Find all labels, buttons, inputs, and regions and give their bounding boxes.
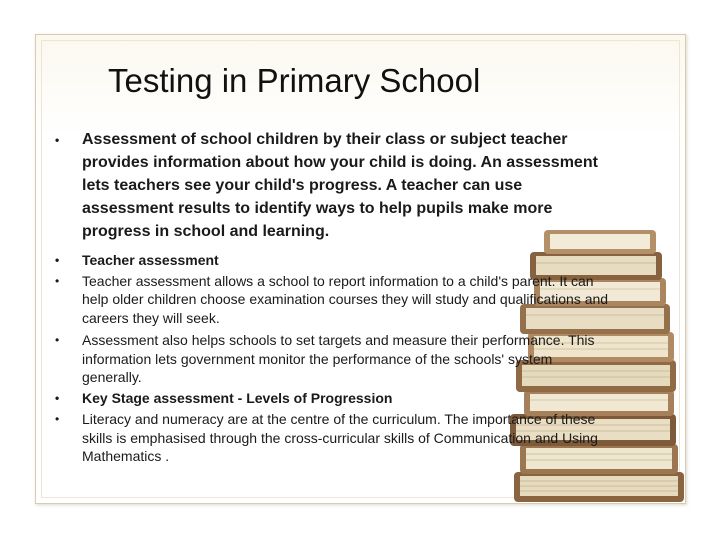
bullet-item — [55, 128, 615, 243]
bullet-icon: • — [55, 273, 60, 288]
bullet-item — [55, 251, 615, 270]
bullet-item — [55, 389, 615, 408]
bullet-item — [55, 331, 615, 387]
bullet-icon: • — [55, 412, 60, 426]
bullet-icon: • — [55, 253, 60, 267]
bullet-icon: • — [55, 133, 60, 147]
bullet-text: Assessment of school children by their class or subject teacher provides information about how your child is doing. An assessment lets teachers see your child's progress. A teacher can use assessment results to identify ways to help pupils make more progress in school and learning. — [82, 131, 598, 240]
bullet-item — [55, 410, 615, 466]
bullet-list — [55, 128, 615, 466]
bullet-text: Assessment also helps schools to set targets and measure their performance. This information lets government monitor the performance of the schools' system generally. — [82, 332, 595, 385]
bullet-text: Teacher assessment allows a school to report information to a child's parent. It can help older children choose examination courses they will study and qualifications and careers they will seek. — [82, 272, 609, 326]
bullet-text: Literacy and numeracy are at the centre of the curriculum. The importance of these skills is emphasised through the cross-curricular skills of Communication and Using Mathematics . — [82, 411, 598, 464]
bullet-icon: • — [55, 390, 60, 405]
bullet-heading: Teacher assessment — [82, 252, 219, 268]
bullet-heading: Key Stage assessment - Levels of Progression — [82, 389, 393, 406]
bullet-item — [55, 272, 615, 328]
bullet-icon: • — [55, 333, 60, 347]
slide-title: Testing in Primary School — [108, 62, 481, 99]
